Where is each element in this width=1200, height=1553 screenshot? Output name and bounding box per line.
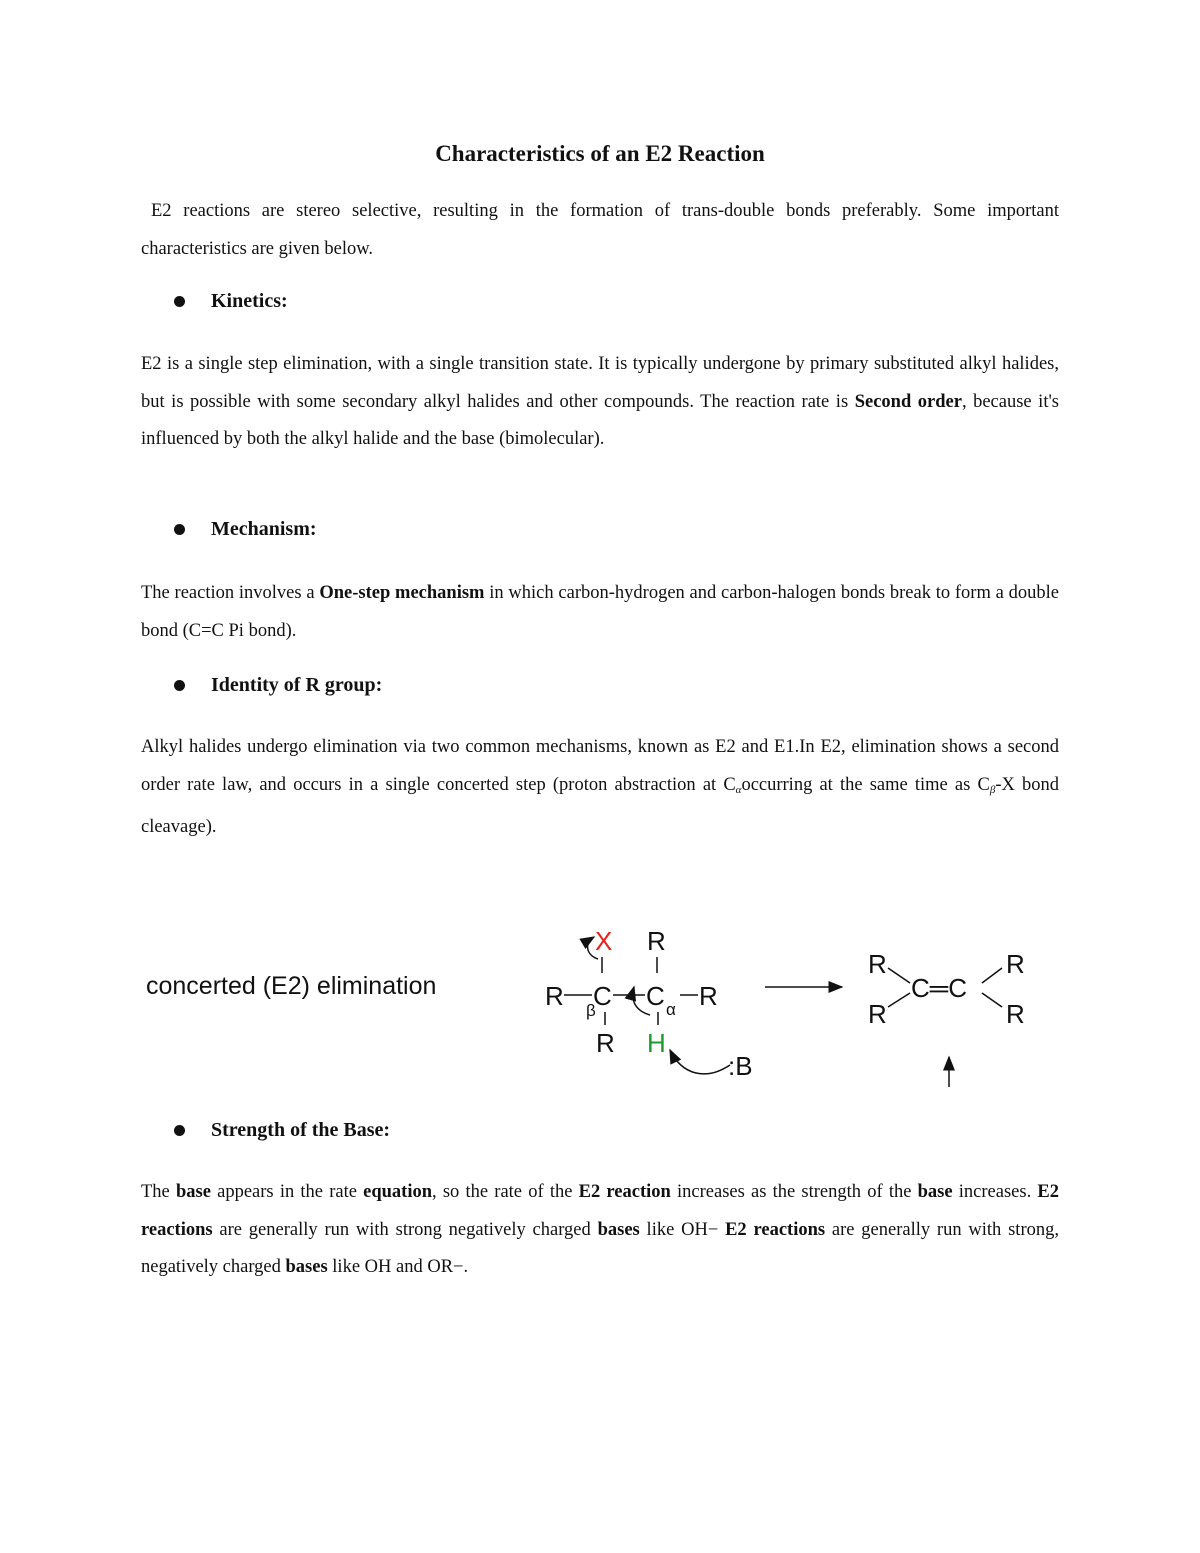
base-b6: bases [597,1219,640,1240]
kinetics-text-1: E2 is a single step elimination, with a single transition state. It is typically undergone by primary substituted alkyl halides, but is possible with some secondary alkyl halides and other compounds. The reaction rate is [141,354,1059,412]
heading-kinetics-label: Kinetics: [211,290,288,312]
reactant-c-beta: C [593,981,612,1011]
mechanism-paragraph [141,575,1059,650]
product-r-top-right: R [1006,949,1025,979]
hydrogen-h: H [647,1028,666,1058]
bond-product-tl [888,968,910,983]
mechanism-text-2: in which carbon-hydrogen and carbon-halogen bonds break to form a double bond (C=C Pi bond). [141,583,1059,641]
leaving-group-x: X [595,926,613,956]
subscript-alpha: α [735,783,742,796]
base-t6: are generally run with strong negatively charged [212,1219,598,1240]
r-group-text-3: -X bond cleavage). [141,774,1059,837]
heading-kinetics [174,290,288,313]
subscript-beta: β [989,783,996,796]
bullet-icon [174,296,185,307]
base-t7: like OH− [639,1219,726,1240]
product-r-top-left: R [868,949,887,979]
base-b2: equation [363,1182,433,1202]
r-group-text-2: occurring at the same time as C [741,774,990,795]
mechanism-text-1: The reaction involves a [141,583,320,603]
heading-base-label: Strength of the Base: [211,1119,391,1141]
product-r-bottom-left: R [868,999,887,1029]
base-t1: The [141,1182,176,1202]
heading-r-group [174,674,382,697]
e2-mechanism-diagram [140,915,1040,1090]
reactant-r-bottom: R [596,1028,615,1058]
r-group-paragraph [141,729,1059,847]
base-t4: increases as the strength of the [670,1182,918,1202]
alpha-label: α [666,1000,676,1019]
reactant-r-left: R [545,981,564,1011]
base-b3: E2 reaction [578,1182,671,1202]
base-paragraph [141,1174,1059,1287]
base-b4: base [917,1182,953,1202]
diagram-caption: concerted (E2) elimination [146,972,437,1000]
intro-paragraph: E2 reactions are stereo selective, resulting in the formation of trans-double bonds preferably. Some important characteristics are given below. [141,201,1059,259]
diagram-svg [140,915,1040,1090]
bullet-icon [174,1125,185,1136]
bullet-icon [174,524,185,535]
base-t9: like OH and OR−. [327,1257,469,1277]
reactant-r-right: R [699,981,718,1011]
reactant-r-top: R [647,926,666,956]
kinetics-bold-second-order: Second order [854,391,962,412]
product-double-bond: C═C [911,973,967,1003]
bond-product-bl [888,993,910,1007]
kinetics-text-2: , because it's influenced by both the alkyl halide and the base (bimolecular). [141,391,1059,449]
base-t3: , so the rate of the [432,1182,579,1202]
base-b: :B [728,1051,753,1081]
heading-r-group-label: Identity of R group: [211,674,383,696]
beta-label: β [586,1001,596,1020]
kinetics-paragraph [141,346,1059,459]
heading-mechanism-label: Mechanism: [211,518,317,540]
mechanism-bold-one-step: One-step mechanism [319,583,485,603]
bullet-icon [174,680,185,691]
base-b7: E2 reactions [725,1219,826,1240]
page-title: Characteristics of an E2 Reaction [435,141,765,166]
product-r-bottom-right: R [1006,999,1025,1029]
base-t5: increases. [952,1182,1038,1202]
base-b1: base [175,1182,211,1202]
base-b8: bases [285,1257,328,1277]
base-t2: appears in the rate [210,1182,364,1202]
bond-product-br [982,993,1002,1007]
curved-arrow-base-icon [670,1050,730,1074]
r-group-text-1: Alkyl halides undergo elimination via two common mechanisms, known as E2 and E1.In E2, elimination shows a second order rate law, and occurs in a single concerted step (proton abstraction at C [141,737,1059,795]
heading-mechanism [174,518,317,541]
base-b5: E2 reactions [141,1182,1059,1240]
bond-product-tr [982,968,1002,983]
reactant-c-alpha: C [646,981,665,1011]
heading-base [174,1119,390,1142]
base-t8: are generally run with strong, negatively charged [141,1219,1059,1277]
